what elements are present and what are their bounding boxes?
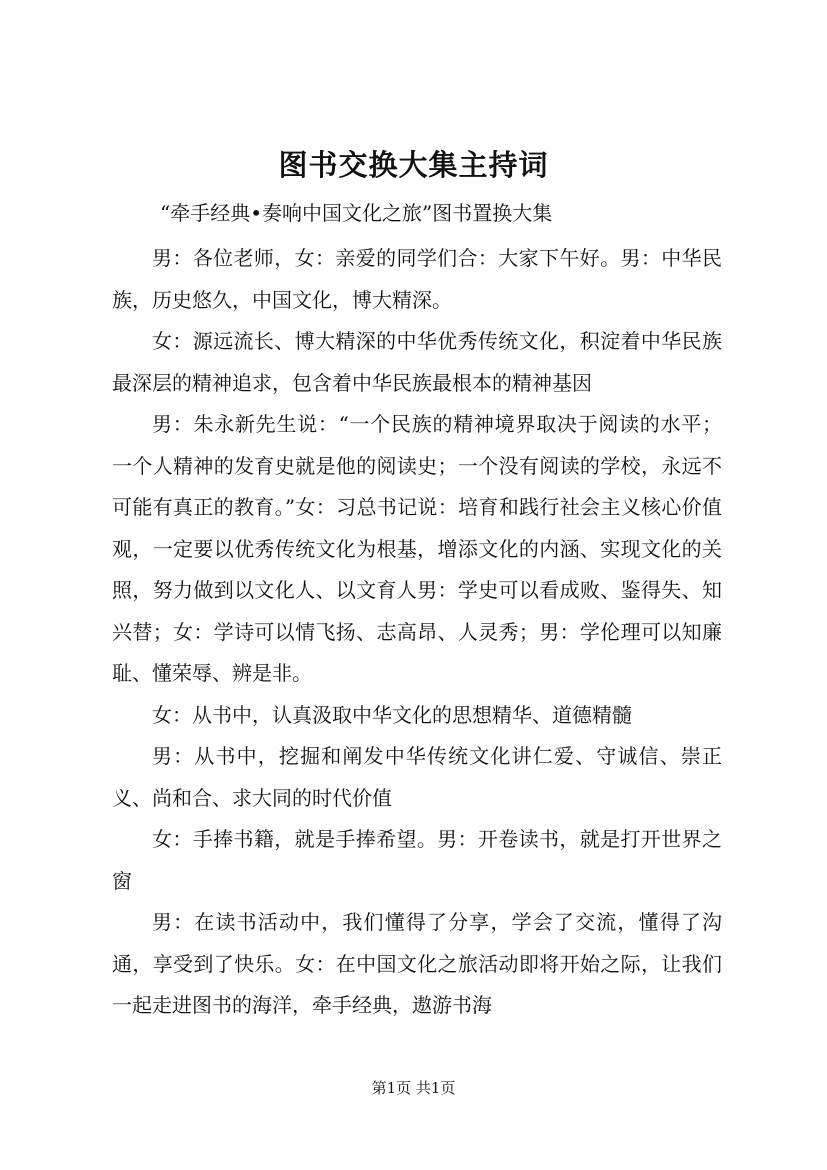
paragraph: 女：源远流长、博大精深的中华优秀传统文化，积淀着中华民族最深层的精神追求，包含着中华民族最根本的精神基因: [112, 329, 722, 395]
paragraph: 女：从书中，认真汲取中华文化的思想精华、道德精髓: [152, 702, 632, 727]
document-body: [112, 238, 722, 1027]
document-title: 图书交换大集主持词: [278, 148, 549, 182]
paragraph: 男：各位老师，女：亲爱的同学们合：大家下午好。男：中华民族，历史悠久，中国文化，博大精深。: [112, 246, 722, 312]
document-subtitle: “牵手经典•奏响中国文化之旅”图书置换大集: [160, 201, 553, 225]
paragraph: 女：手捧书籍，就是手捧希望。男：开卷读书，就是打开世界之窗: [112, 827, 722, 893]
paragraph: 男：从书中，挖掘和阐发中华传统文化讲仁爱、守诚信、崇正义、尚和合、求大同的时代价值: [112, 744, 722, 810]
paragraph: 男：在读书活动中，我们懂得了分享，学会了交流，懂得了沟通，享受到了快乐。女：在中国文化之旅活动即将开始之际，让我们一起走进图书的海洋，牵手经典，遨游书海: [112, 910, 722, 1017]
page-footer: 第1页 共1页: [371, 1079, 456, 1097]
paragraph: 男：朱永新先生说：“一个民族的精神境界取决于阅读的水平；一个人精神的发育史就是他的阅读史；一个没有阅读的学校，永远不可能有真正的教育。”女：习总书记说：培育和践行社会主义核心价值观，一定要以优秀传统文化为根基，增添文化的内涵、实现文化的关照，努力做到以文化人、以文育人男：学史可以看成败、鉴得失、知兴替；女：学诗可以情飞扬、志高昂、人灵秀；男：学伦理可以知廉耻、懂荣辱、辨是非。: [112, 412, 722, 685]
